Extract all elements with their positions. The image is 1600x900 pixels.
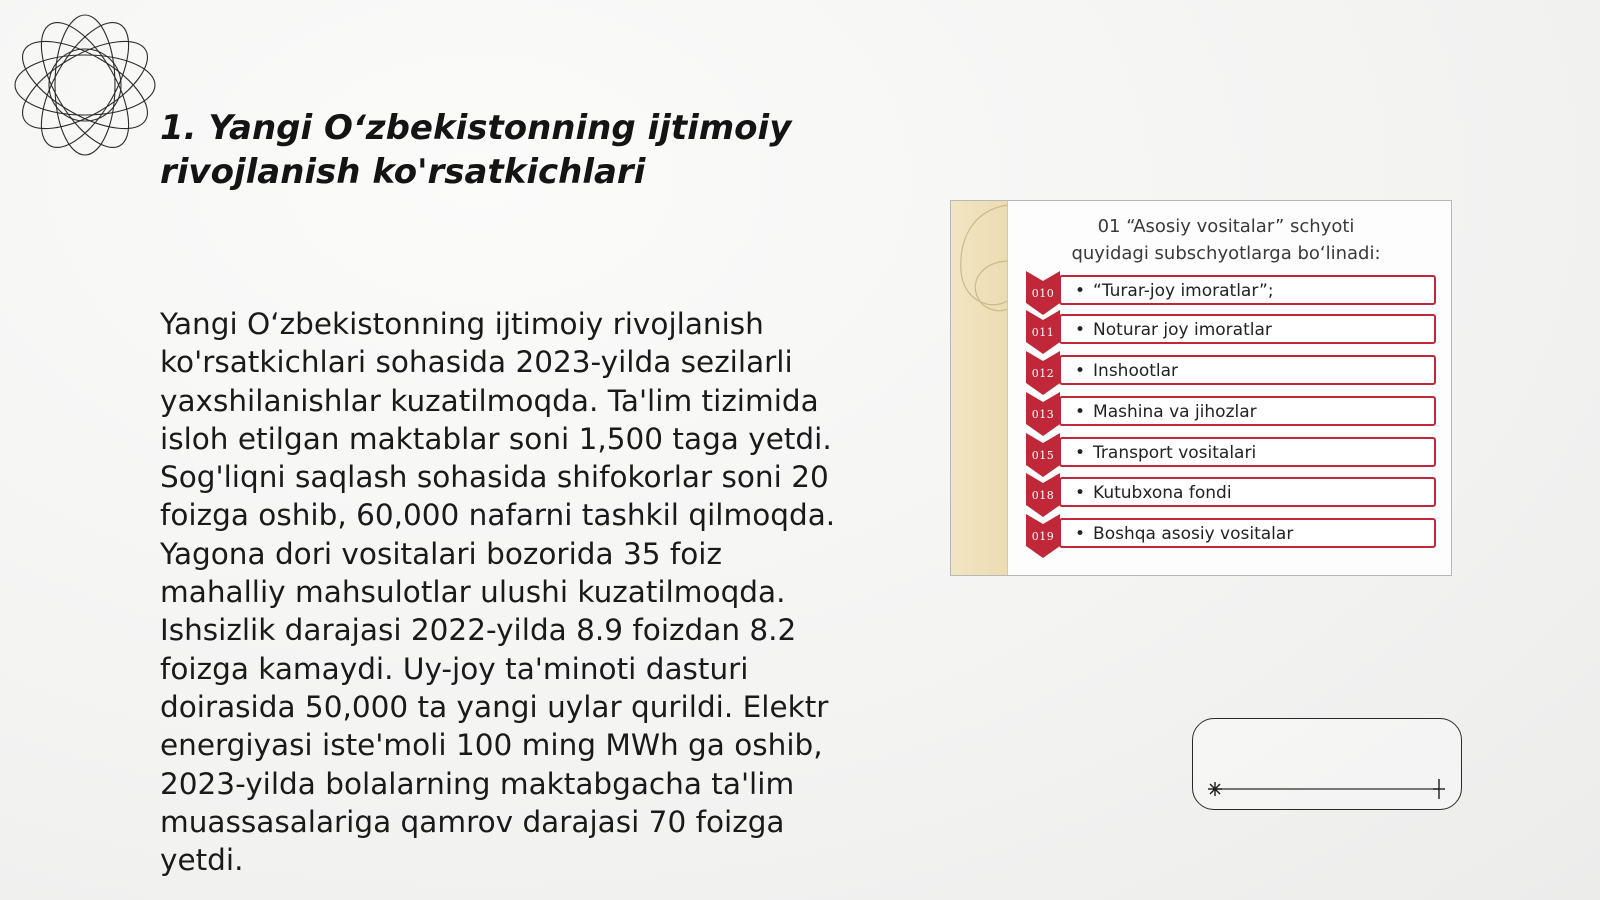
chevron-down-icon (1026, 271, 1060, 315)
subaccount-code: 013 (1031, 408, 1055, 421)
list-item-label (1075, 320, 1272, 340)
subaccount-code: 019 (1031, 530, 1055, 543)
slide-body-text: Yangi O‘zbekistonning ijtimoiy rivojlanish ko'rsatkichlari sohasida 2023-yilda sezilarli yaxshilanishlar kuzatilmoqda. Ta'lim tizimida isloh etilgan maktablar soni 1,500 taga yetdi. Sog'liqni saqlash sohasida shifokorlar soni 20 foizga oshib, 60,000 nafarni tashkil qilmoqda. Yagona dori vositalari bozorida 35 foiz mahalliy mahsulotlar ulushi kuzatilmoqda. Ishsizlik darajasi 2022-yilda 8.9 foizdan 8.2 foizga kamaydi. Uy-joy ta'minoti dasturi doirasida 50,000 ta yangi uylar qurildi. Elektr energiyasi iste'moli 100 ming MWh ga oshib, 2023-yilda bolalarning maktabgacha ta'lim muassasalariga qamrov darajasi 70 foizga yetdi. (160, 307, 836, 878)
bullet-icon: • (1075, 402, 1086, 422)
bullet-icon: • (1075, 443, 1086, 463)
list-item (1026, 355, 1441, 388)
list-item-text: Kutubxona fondi (1093, 483, 1232, 503)
list-item-text: Inshootlar (1093, 361, 1179, 381)
circle-lattice-icon (10, 10, 160, 160)
subaccount-code: 012 (1031, 367, 1055, 380)
list-item-box (1059, 355, 1436, 385)
list-item-text: Mashina va jihozlar (1093, 402, 1257, 422)
slide-title: 1. Yangi O‘zbekistonning ijtimoiy rivojlanish ko'rsatkichlari (160, 108, 792, 192)
list-item-label (1075, 361, 1178, 381)
list-item (1026, 396, 1441, 429)
list-item-box (1059, 314, 1436, 344)
list-item-box (1059, 275, 1436, 305)
subaccount-code: 011 (1031, 326, 1055, 339)
list-item-label (1075, 524, 1293, 544)
list-item-box (1059, 437, 1436, 467)
list-item (1026, 477, 1441, 510)
chevron-down-icon (1026, 392, 1060, 436)
panel-decor-strip (951, 201, 1008, 575)
chevron-down-icon (1026, 433, 1060, 477)
list-item-label (1075, 281, 1274, 301)
list-item-text: “Turar-joy imoratlar”; (1093, 281, 1274, 301)
chevron-down-icon (1026, 514, 1060, 558)
list-item (1026, 518, 1441, 551)
list-item-box (1059, 477, 1436, 507)
chevron-down-icon (1026, 473, 1060, 517)
decorative-frame (1192, 718, 1462, 810)
list-item-box (1059, 518, 1436, 548)
list-item (1026, 437, 1441, 470)
subaccount-code: 010 (1031, 287, 1055, 300)
bullet-icon: • (1075, 320, 1086, 340)
subaccount-code: 018 (1031, 489, 1055, 502)
sparkle-icon (1208, 782, 1222, 796)
list-item-text: Noturar joy imoratlar (1093, 320, 1272, 340)
bullet-icon: • (1075, 361, 1086, 381)
subaccounts-image-panel (950, 200, 1452, 576)
list-item-label (1075, 483, 1232, 503)
list-item (1026, 314, 1441, 347)
list-item-box (1059, 396, 1436, 426)
list-item (1026, 275, 1441, 308)
panel-heading: 01 “Asosiy vositalar” schyoti quyidagi subschyotlarga bo‘linadi: (1071, 216, 1381, 264)
bullet-icon: • (1075, 524, 1086, 544)
list-item-label (1075, 402, 1257, 422)
list-item-label (1075, 443, 1256, 463)
chevron-down-icon (1026, 310, 1060, 354)
star-icon (1433, 779, 1445, 799)
bullet-icon: • (1075, 483, 1086, 503)
bullet-icon: • (1075, 281, 1086, 301)
subaccount-code: 015 (1031, 449, 1055, 462)
chevron-down-icon (1026, 351, 1060, 395)
list-item-text: Boshqa asosiy vositalar (1093, 524, 1294, 544)
list-item-text: Transport vositalari (1093, 443, 1257, 463)
